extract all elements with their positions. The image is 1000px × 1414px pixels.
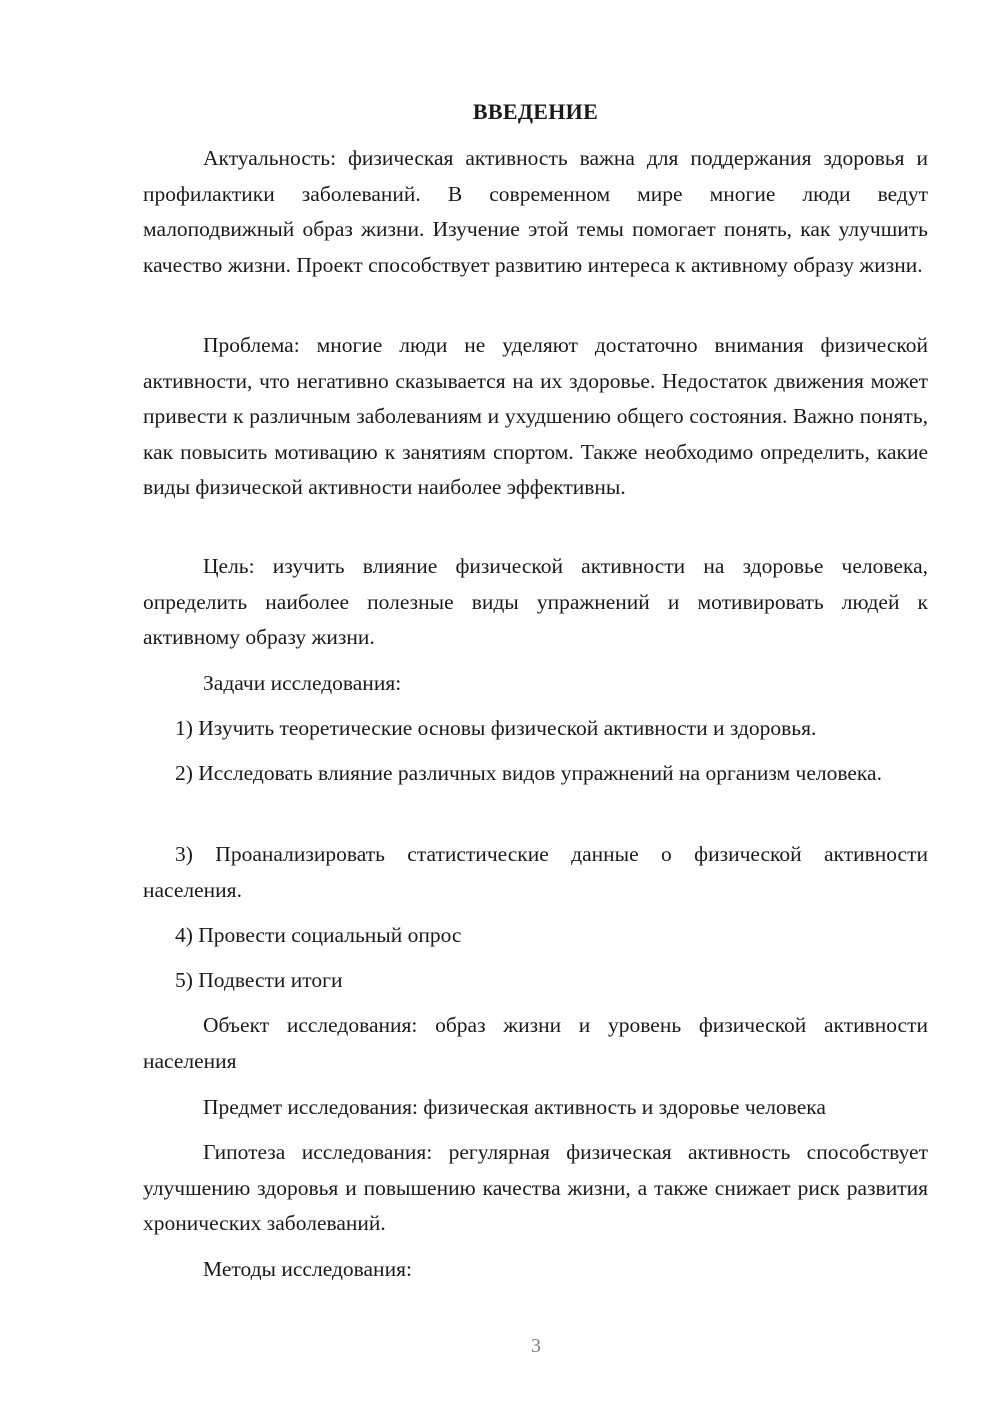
tasks-heading: Задачи исследования: [203,671,402,695]
paragraph-relevance: Актуальность: физическая активность важна для поддержания здоровья и профилактики заболеваний. В современном мире многие люди ведут малоподвижный образ жизни. Изучение этой темы помогает понять, как улучшить качество жизни. Проект способствует развитию интереса к активному образу жизни. [143,146,928,277]
paragraph-object: Объект исследования: образ жизни и уровень физической активности населения [143,1013,928,1073]
task-item-5: 5) Подвести итоги [175,968,343,992]
task-item-4: 4) Провести социальный опрос [175,923,462,947]
section-title: ВВЕДЕНИЕ [472,99,599,124]
task-item-2: 2) Исследовать влияние различных видов упражнений на организм человека. [175,761,882,785]
paragraph-problem: Проблема: многие люди не уделяют достаточно внимания физической активности, что негативно сказывается на их здоровье. Недостаток движения может привести к различным заболеваниям и ухудшению общего состояния. Важно понять, как повысить мотивацию к занятиям спортом. Также необходимо определить, какие виды физической активности наиболее эффективны. [143,333,928,499]
paragraph-goal: Цель: изучить влияние физической активности на здоровье человека, определить наиболее полезные виды упражнений и мотивировать людей к активному образу жизни. [143,554,928,649]
methods-heading: Методы исследования: [203,1257,412,1281]
paragraph-subject: Предмет исследования: физическая активность и здоровье человека [203,1095,826,1119]
paragraph-hypothesis: Гипотеза исследования: регулярная физическая активность способствует улучшению здоровья и повышению качества жизни, а также снижает риск развития хронических заболеваний. [143,1140,928,1235]
page-number: 3 [531,1335,541,1357]
task-item-3: 3) Проанализировать статистические данные о физической активности населения. [143,842,928,902]
task-item-1: 1) Изучить теоретические основы физической активности и здоровья. [175,716,817,740]
